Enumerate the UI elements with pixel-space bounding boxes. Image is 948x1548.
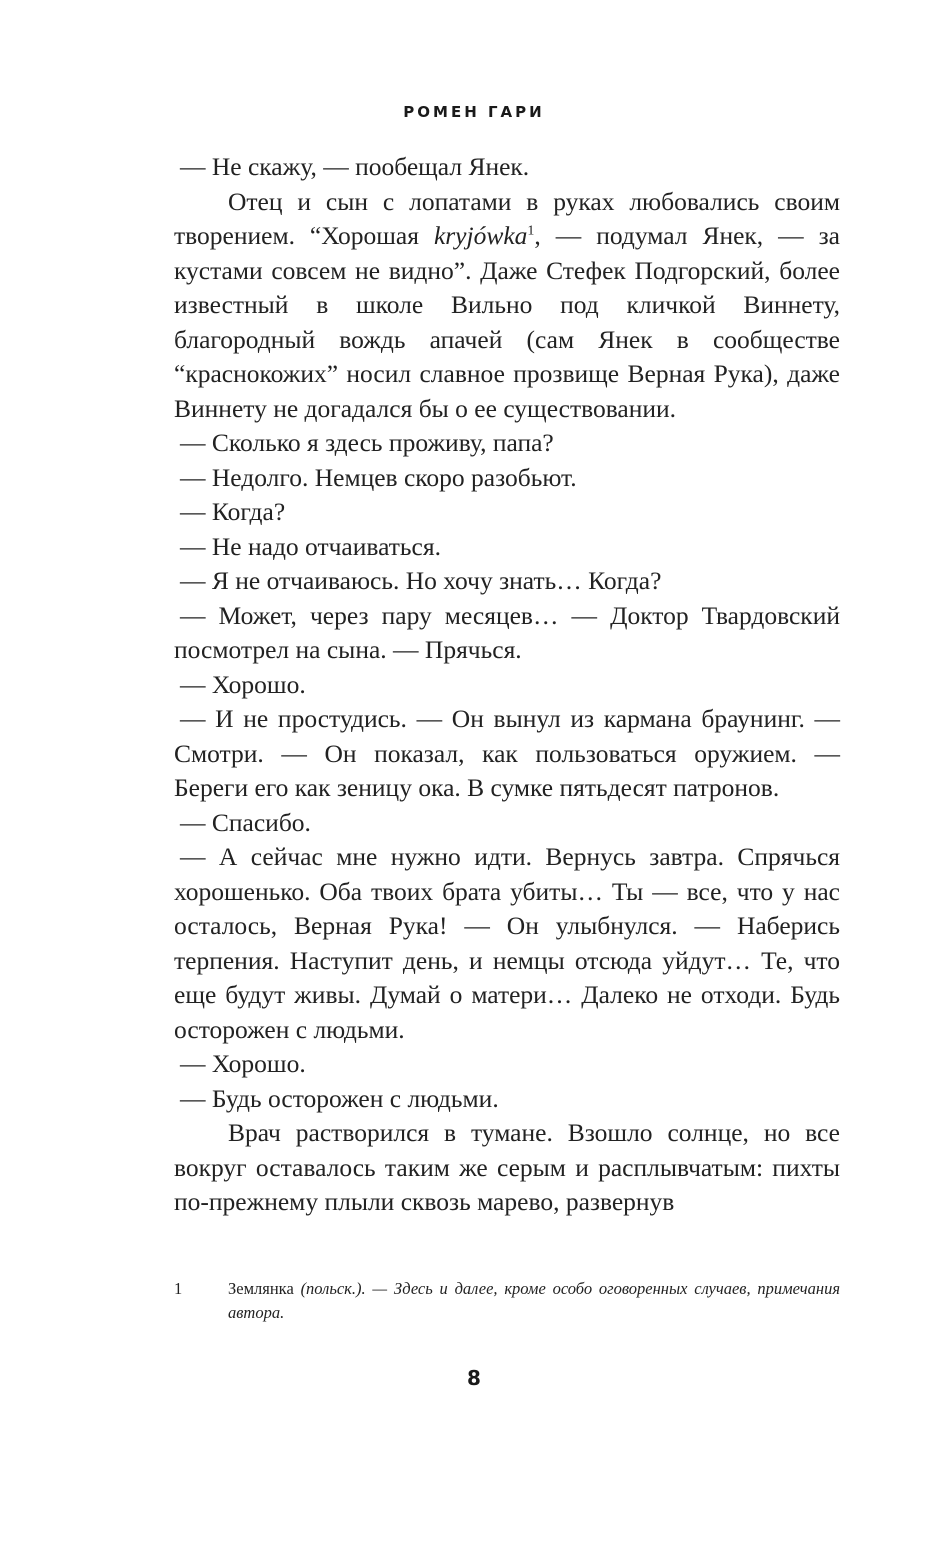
paragraph-text: Отец и сын с лопатами в руках любовались своим творением. “Хорошая — [174, 186, 840, 250]
footnote — [174, 1277, 840, 1325]
paragraph: — Не скажу, — пообещал Янек. — [180, 152, 530, 181]
footnote-marker: 1 — [174, 1279, 183, 1298]
page-number: 8 — [467, 1366, 481, 1390]
paragraph: — Я не отчаиваюсь. Но хочу знать… Когда? — [180, 566, 662, 595]
paragraph: — Сколько я здесь проживу, папа? — [180, 428, 554, 457]
footnote-lead: Землянка — [228, 1279, 294, 1298]
paragraph: — Недолго. Немцев скоро разобьют. — [180, 462, 577, 492]
footnote-reference: 1 — [527, 223, 535, 239]
paragraph: — Не надо отчаиваться. — [180, 531, 441, 561]
paragraph — [174, 185, 840, 427]
paragraph: — Будь осторожен с людьми. — [180, 1083, 499, 1113]
body-text — [174, 150, 840, 1220]
paragraph: — А сейчас мне нужно идти. Вернусь завтра. Спрячься хорошенько. Оба твоих брата убиты… Ты — все, что у нас осталось, Верная Рука! — Он улыбнулся. — Наберись терпения. Наступит день, и немцы отсюда уйдут… Те, что еще будут живы. Думай о матери… Далеко не отходи. Будь осторожен с людьми. — [174, 842, 840, 1044]
paragraph: — Спасибо. — [180, 807, 311, 837]
paragraph: — Хорошо. — [180, 669, 306, 699]
paragraph: Врач растворился в тумане. Взошло солнце, но все вокруг оставалось таким же серым и расплывчатым: пихты по-прежнему плыли сквозь марево, развернув — [174, 1118, 840, 1216]
footnote-body — [174, 1277, 840, 1325]
footnote-text: (польск.). — Здесь и далее, кроме особо оговоренных случаев, примечания автора. — [228, 1279, 840, 1322]
paragraph: — И не простудись. — Он вынул из кармана браунинг. — Смотри. — Он показал, как пользоваться оружием. — Береги его как зеницу ока. В сумке пятьдесят патронов. — [174, 704, 840, 802]
running-head-title: РОМЕН ГАРИ — [403, 103, 545, 121]
paragraph: — Когда? — [180, 497, 286, 526]
paragraph: — Хорошо. — [180, 1049, 306, 1078]
paragraph: — Может, через пару месяцев… — Доктор Твардовский посмотрел на сына. — Прячься. — [174, 600, 840, 664]
italic-term: kryjówka — [433, 221, 528, 250]
paragraph-text: , — подумал Янек, — за кустами совсем не видно”. Даже Стефек Подгорский, более известный в школе Вильно под кличкой Виннету, благородный вождь апачей (сам Янек в сообществе “краснокожих” носил славное прозвище Верная Рука), даже Виннету не догадался бы о ее существовании. — [174, 221, 840, 423]
